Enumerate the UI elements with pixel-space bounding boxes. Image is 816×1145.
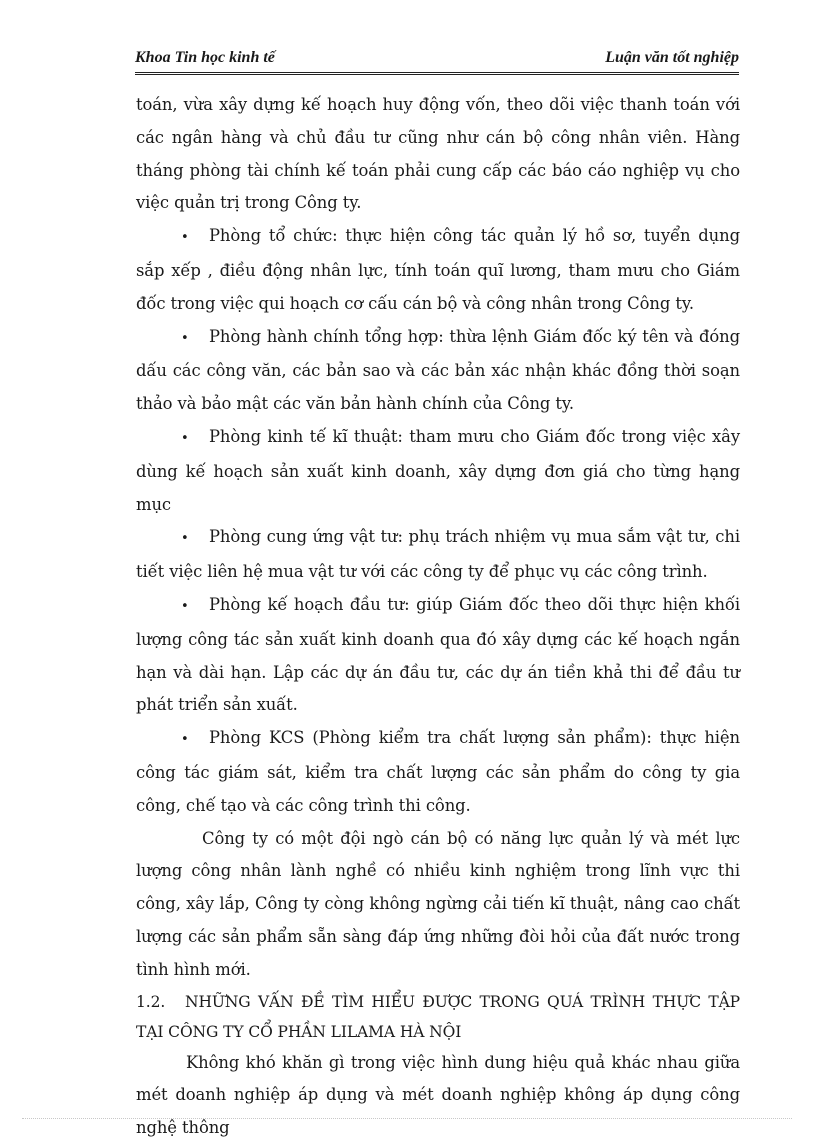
bullet-item-economic-technical: • Phòng kinh tế kĩ thuật: tham mưu cho Giám đốc trong việc xây dùng kế hoạch sản xuất kinh doanh, xây dựng đơn giá cho từng hạng mục xyxy=(136,421,740,521)
section-title: NHỮNG VẤN ĐỀ TÌM HIỂU ĐƯỢC TRONG QUÁ TRÌNH THỰC TẬP TẠI CÔNG TY CỔ PHẦN LILAMA HÀ NỘI xyxy=(136,992,740,1041)
paragraph-intro: toán, vừa xây dựng kế hoạch huy động vốn, theo dõi việc thanh toán với các ngân hàng và chủ đầu tư cũng như cán bộ công nhân viên. Hàng tháng phòng tài chính kế toán phải cung cấp các báo cáo nghiệp vụ cho việc quản trị trong Công ty. xyxy=(136,95,740,213)
paragraph-last: Không khó khăn gì trong việc hình dung hiệu quả khác nhau giữa mét doanh nghiệp áp dụng và mét doanh nghiệp không áp dụng công nghệ thông xyxy=(136,1052,740,1138)
header-faculty: Khoa Tin học kinh tế xyxy=(135,49,275,66)
document-body xyxy=(136,89,740,1145)
section-number: 1.2. xyxy=(136,992,166,1011)
bullet-item-planning-investment: • Phòng kế hoạch đầu tư: giúp Giám đốc theo dõi thực hiện khối lượng công tác sản xuất kinh doanh qua đó xây dựng các kế hoạch ngắn hạn và dài hạn. Lập các dự án đầu tư, các dự án tiền khả thi để đầu tư phát triển sản xuất. xyxy=(136,589,740,722)
page-header xyxy=(135,46,739,75)
bullet-item-kcs: • Phòng KCS (Phòng kiểm tra chất lượng sản phẩm): thực hiện công tác giám sát, kiểm tra chất lượng các sản phẩm do công ty gia công, chế tạo và các công trình thi công. xyxy=(136,722,740,822)
header-thesis-title: Luận văn tốt nghiệp xyxy=(605,49,739,66)
bullet-item-supply: • Phòng cung ứng vật tư: phụ trách nhiệm vụ mua sắm vật tư, chi tiết việc liên hệ mua vật tư với các công ty để phục vụ các công trình. xyxy=(136,521,740,589)
bullet-item-administration: • Phòng hành chính tổng hợp: thừa lệnh Giám đốc ký tên và đóng dấu các công văn, các bản sao và các bản xác nhận khác đồng thời soạn thảo và bảo mật các văn bản hành chính của Công ty. xyxy=(136,321,740,421)
bullet-item-organization: • Phòng tổ chức: thực hiện công tác quản lý hồ sơ, tuyển dụng sắp xếp , điều động nhân lực, tính toán quĩ lương, tham mưu cho Giám đốc trong việc qui hoạch cơ cấu cán bộ và công nhân trong Công ty. xyxy=(136,220,740,320)
paragraph-company: Công ty có một đội ngò cán bộ có năng lực quản lý và mét lực lượng công nhân lành nghề có nhiều kinh nghiệm trong lĩnh vực thi công, xây lắp, Công ty còng không ngừng cải tiến kĩ thuật, nâng cao chất lượng các sản phẩm sẵn sàng đáp ứng những đòi hỏi của đất nước trong tình hình mới. xyxy=(136,828,740,979)
section-heading xyxy=(136,987,740,1047)
footer-divider xyxy=(22,1118,792,1119)
